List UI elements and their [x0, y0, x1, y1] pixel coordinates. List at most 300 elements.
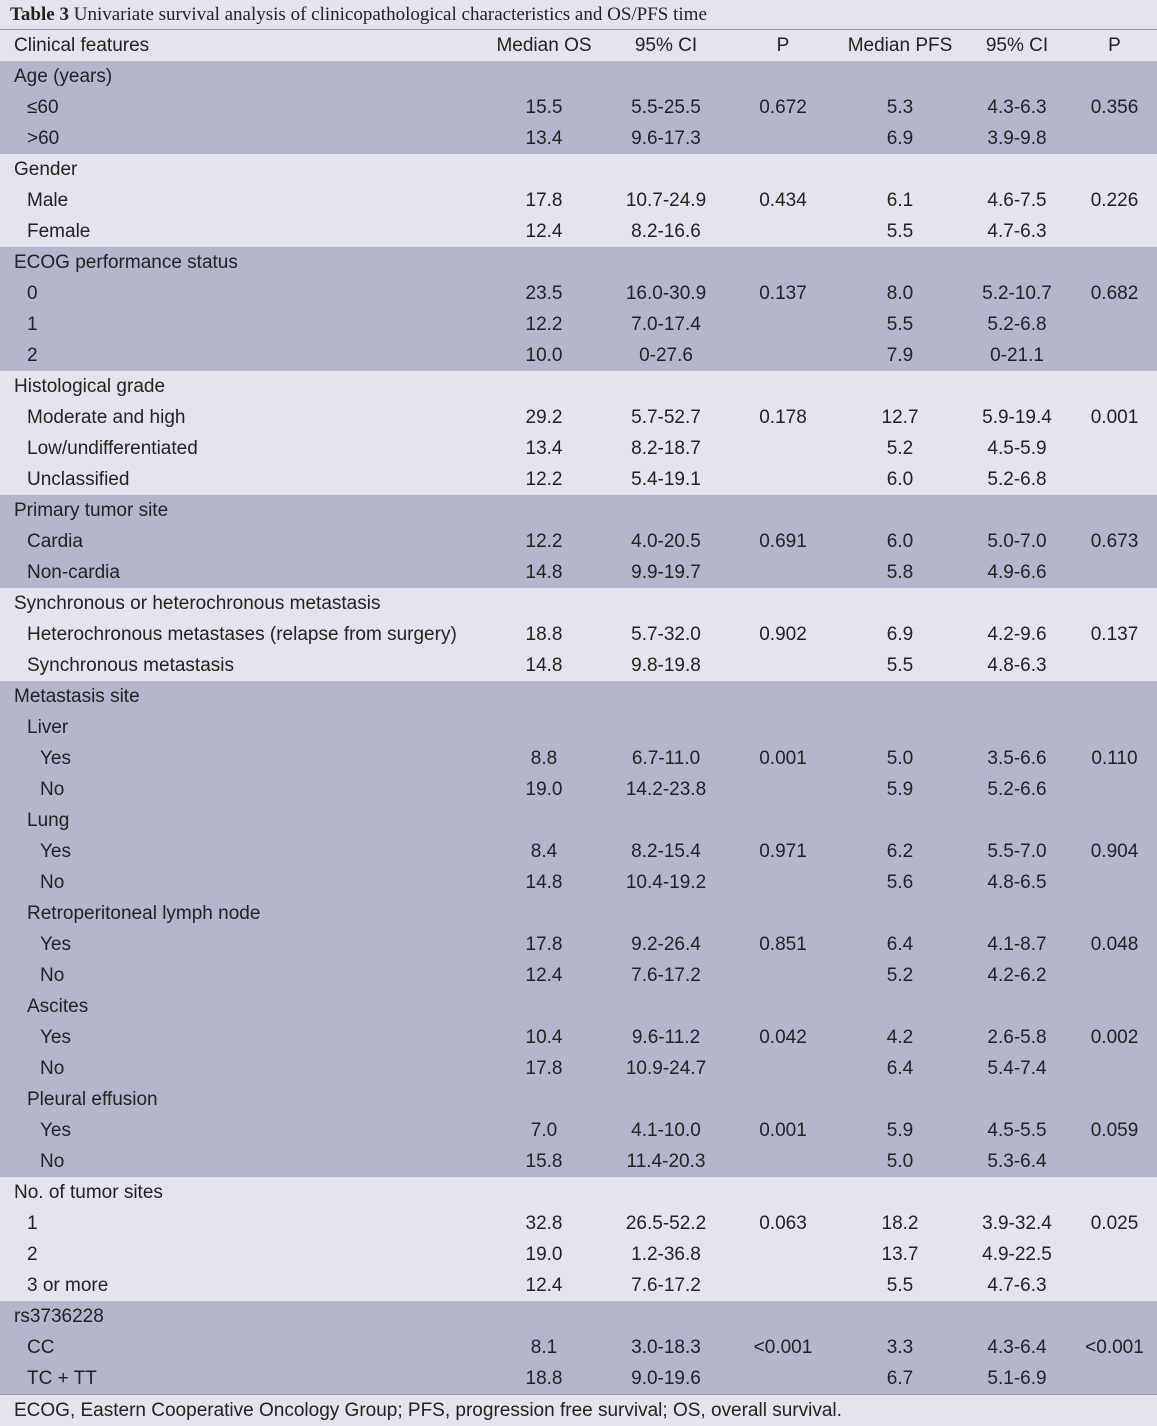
table-row [0, 588, 1157, 619]
feature-cell: rs3736228 [14, 1305, 104, 1327]
os-p-cell: 0.672 [759, 96, 807, 118]
feature-cell: Yes [40, 1119, 71, 1141]
median-os-cell: 12.2 [525, 313, 563, 335]
feature-cell: No [40, 871, 65, 893]
pfs-p-cell: 0.025 [1090, 1212, 1139, 1234]
median-pfs-cell: 12.7 [881, 406, 919, 428]
median-os-cell: 10.0 [525, 344, 563, 366]
median-pfs-cell: 6.7 [886, 1367, 914, 1389]
os-p-cell [728, 1146, 838, 1177]
pfs-ci-cell [962, 371, 1072, 402]
table-row [0, 681, 1157, 712]
os-ci-cell [604, 247, 728, 278]
median-os-cell: 17.8 [525, 1057, 563, 1079]
os-ci-cell: 1.2-36.8 [631, 1243, 701, 1265]
pfs-ci-cell: 4.3-6.3 [987, 96, 1047, 118]
pfs-ci-cell: 5.3-6.4 [987, 1150, 1047, 1172]
table-row [0, 867, 1157, 898]
pfs-ci-cell [962, 61, 1072, 92]
median-os-cell: 15.8 [525, 1150, 563, 1172]
feature-cell: Yes [40, 840, 71, 862]
os-ci-cell: 9.9-19.7 [631, 561, 701, 583]
pfs-ci-cell: 4.7-6.3 [987, 220, 1047, 242]
median-os-cell [484, 371, 604, 402]
pfs-ci-cell: 5.5-7.0 [987, 840, 1047, 862]
median-pfs-cell: 6.9 [886, 623, 914, 645]
table-header-row [0, 30, 1157, 61]
pfs-ci-cell: 3.9-32.4 [982, 1212, 1052, 1234]
os-ci-cell: 9.6-17.3 [631, 127, 701, 149]
header-median-pfs: Median PFS [847, 34, 953, 56]
table-label: Table 3 [10, 4, 69, 25]
os-p-cell: 0.691 [759, 530, 807, 552]
feature-cell: Synchronous metastasis [27, 654, 234, 676]
pfs-p-cell [1072, 1239, 1157, 1270]
os-p-cell: 0.001 [759, 1119, 807, 1141]
median-os-cell: 17.8 [525, 189, 563, 211]
median-os-cell: 8.8 [530, 747, 558, 769]
table-row [0, 1053, 1157, 1084]
header-os-p: P [776, 34, 790, 56]
table-row [0, 1332, 1157, 1363]
pfs-p-cell: 0.226 [1090, 189, 1139, 211]
os-ci-cell: 10.9-24.7 [625, 1057, 707, 1079]
table-row [0, 154, 1157, 185]
feature-cell: No. of tumor sites [14, 1181, 163, 1203]
table-footnote: ECOG, Eastern Cooperative Oncology Group; PFS, progression free survival; OS, overall survival. [0, 1394, 1157, 1426]
os-p-cell [728, 557, 838, 588]
pfs-p-cell: 0.682 [1090, 282, 1139, 304]
os-p-cell [728, 216, 838, 247]
median-os-cell: 23.5 [525, 282, 563, 304]
survival-table [0, 30, 1157, 1394]
pfs-ci-cell: 5.4-7.4 [987, 1057, 1047, 1079]
pfs-ci-cell: 4.6-7.5 [987, 189, 1047, 211]
pfs-p-cell: 0.048 [1090, 933, 1139, 955]
median-os-cell: 13.4 [525, 437, 563, 459]
pfs-ci-cell [962, 495, 1072, 526]
pfs-p-cell: 0.110 [1091, 747, 1138, 769]
os-p-cell [728, 1053, 838, 1084]
os-ci-cell: 5.7-52.7 [631, 406, 701, 428]
os-ci-cell: 5.4-19.1 [631, 468, 701, 490]
header-clinical-features: Clinical features [14, 34, 150, 56]
pfs-p-cell [1072, 681, 1157, 712]
pfs-ci-cell: 4.9-22.5 [982, 1243, 1052, 1265]
os-p-cell: 0.851 [759, 933, 807, 955]
os-ci-cell [604, 1177, 728, 1208]
table-row [0, 1208, 1157, 1239]
os-ci-cell [604, 1301, 728, 1332]
table-row [0, 1239, 1157, 1270]
table-title: Univariate survival analysis of clinicopathological characteristics and OS/PFS time [73, 4, 707, 25]
os-p-cell [728, 991, 838, 1022]
os-p-cell [728, 712, 838, 743]
median-pfs-cell [838, 371, 962, 402]
os-ci-cell [604, 61, 728, 92]
median-pfs-cell [838, 712, 962, 743]
median-pfs-cell: 6.9 [886, 127, 914, 149]
median-os-cell: 32.8 [525, 1212, 563, 1234]
pfs-p-cell: 0.356 [1090, 96, 1139, 118]
table-row [0, 1084, 1157, 1115]
table-row [0, 1177, 1157, 1208]
median-os-cell [484, 712, 604, 743]
os-ci-cell: 5.5-25.5 [631, 96, 701, 118]
pfs-p-cell [1072, 433, 1157, 464]
table-row [0, 898, 1157, 929]
pfs-ci-cell: 5.0-7.0 [987, 530, 1047, 552]
table-row [0, 340, 1157, 371]
pfs-p-cell [1072, 1270, 1157, 1301]
table-row [0, 495, 1157, 526]
feature-cell: Metastasis site [14, 685, 140, 707]
median-pfs-cell [838, 247, 962, 278]
os-ci-cell: 9.0-19.6 [631, 1367, 701, 1389]
pfs-p-cell: 0.137 [1090, 623, 1139, 645]
os-ci-cell [604, 898, 728, 929]
os-p-cell: <0.001 [753, 1336, 813, 1358]
os-p-cell [728, 309, 838, 340]
os-p-cell [728, 1177, 838, 1208]
median-pfs-cell: 5.0 [886, 1150, 914, 1172]
os-p-cell [728, 61, 838, 92]
median-pfs-cell: 6.4 [886, 933, 914, 955]
table-row [0, 774, 1157, 805]
table-row [0, 371, 1157, 402]
os-p-cell: 0.137 [759, 282, 807, 304]
median-os-cell [484, 588, 604, 619]
median-pfs-cell: 5.2 [886, 964, 914, 986]
median-os-cell: 12.4 [525, 964, 563, 986]
table-row [0, 929, 1157, 960]
pfs-p-cell [1072, 867, 1157, 898]
os-p-cell [728, 588, 838, 619]
median-os-cell: 19.0 [525, 1243, 563, 1265]
os-ci-cell: 8.2-18.7 [631, 437, 701, 459]
os-p-cell [728, 805, 838, 836]
pfs-p-cell [1072, 898, 1157, 929]
feature-cell: >60 [27, 127, 60, 149]
median-pfs-cell [838, 805, 962, 836]
os-p-cell: 0.178 [759, 406, 807, 428]
pfs-p-cell [1072, 1146, 1157, 1177]
median-pfs-cell [838, 1301, 962, 1332]
feature-cell: No [40, 1150, 65, 1172]
table-row [0, 402, 1157, 433]
median-pfs-cell: 13.7 [881, 1243, 919, 1265]
os-ci-cell: 0-27.6 [639, 344, 693, 366]
pfs-ci-cell: 4.5-5.9 [987, 437, 1047, 459]
pfs-p-cell [1072, 340, 1157, 371]
os-p-cell [728, 898, 838, 929]
os-p-cell [728, 371, 838, 402]
os-ci-cell: 11.4-20.3 [626, 1150, 706, 1172]
os-p-cell [728, 1363, 838, 1394]
pfs-ci-cell: 3.5-6.6 [987, 747, 1047, 769]
pfs-p-cell: 0.059 [1090, 1119, 1139, 1141]
pfs-ci-cell: 5.2-6.6 [987, 778, 1047, 800]
feature-cell: Heterochronous metastases (relapse from surgery) [27, 623, 457, 645]
feature-cell: Histological grade [14, 375, 166, 397]
os-p-cell [728, 154, 838, 185]
table-row [0, 1301, 1157, 1332]
feature-cell: Low/undifferentiated [27, 437, 198, 459]
table-row [0, 309, 1157, 340]
os-p-cell [728, 960, 838, 991]
pfs-ci-cell [962, 154, 1072, 185]
os-ci-cell: 10.4-19.2 [625, 871, 707, 893]
table-row [0, 185, 1157, 216]
os-ci-cell [604, 154, 728, 185]
pfs-ci-cell: 4.1-8.7 [987, 933, 1047, 955]
median-os-cell [484, 495, 604, 526]
pfs-p-cell [1072, 1363, 1157, 1394]
table-row [0, 960, 1157, 991]
feature-cell: 0 [27, 282, 38, 304]
os-p-cell: 0.434 [759, 189, 807, 211]
pfs-ci-cell [962, 1301, 1072, 1332]
median-os-cell [484, 1301, 604, 1332]
median-os-cell [484, 805, 604, 836]
pfs-p-cell [1072, 1053, 1157, 1084]
os-ci-cell: 26.5-52.2 [625, 1212, 707, 1234]
pfs-p-cell [1072, 991, 1157, 1022]
median-pfs-cell: 6.1 [886, 189, 914, 211]
feature-cell: Yes [40, 1026, 71, 1048]
os-ci-cell [604, 681, 728, 712]
median-os-cell: 13.4 [525, 127, 563, 149]
pfs-ci-cell: 5.9-19.4 [982, 406, 1052, 428]
feature-cell: ECOG performance status [14, 251, 238, 273]
os-p-cell [728, 1084, 838, 1115]
pfs-ci-cell: 5.2-6.8 [987, 468, 1047, 490]
pfs-ci-cell: 0-21.1 [990, 344, 1044, 366]
median-os-cell: 14.8 [525, 561, 563, 583]
median-pfs-cell [838, 588, 962, 619]
os-ci-cell [604, 991, 728, 1022]
pfs-p-cell: <0.001 [1085, 1336, 1144, 1358]
feature-cell: Ascites [27, 995, 89, 1017]
table-row [0, 1022, 1157, 1053]
os-p-cell: 0.902 [759, 623, 807, 645]
median-os-cell [484, 898, 604, 929]
pfs-ci-cell [962, 1177, 1072, 1208]
pfs-ci-cell: 4.2-9.6 [987, 623, 1047, 645]
pfs-p-cell [1072, 309, 1157, 340]
pfs-p-cell [1072, 712, 1157, 743]
pfs-p-cell: 0.673 [1090, 530, 1139, 552]
median-pfs-cell: 5.3 [886, 96, 914, 118]
pfs-ci-cell [962, 681, 1072, 712]
median-pfs-cell: 5.6 [886, 871, 914, 893]
os-ci-cell [604, 805, 728, 836]
median-os-cell: 12.4 [525, 220, 563, 242]
os-ci-cell: 6.7-11.0 [631, 747, 701, 769]
pfs-ci-cell: 2.6-5.8 [987, 1026, 1047, 1048]
pfs-p-cell [1072, 1301, 1157, 1332]
os-ci-cell: 9.6-11.2 [631, 1026, 701, 1048]
feature-cell: TC + TT [27, 1367, 97, 1389]
header-os-ci: 95% CI [634, 34, 698, 56]
os-p-cell [728, 495, 838, 526]
feature-cell: Synchronous or heterochronous metastasis [14, 592, 381, 614]
os-p-cell [728, 247, 838, 278]
pfs-ci-cell [962, 712, 1072, 743]
os-p-cell [728, 774, 838, 805]
feature-cell: Yes [40, 933, 71, 955]
feature-cell: 1 [27, 313, 38, 335]
feature-cell: Yes [40, 747, 71, 769]
pfs-p-cell [1072, 371, 1157, 402]
feature-cell: Retroperitoneal lymph node [27, 902, 261, 924]
pfs-ci-cell: 4.8-6.5 [987, 871, 1047, 893]
os-p-cell [728, 464, 838, 495]
table-row [0, 619, 1157, 650]
median-pfs-cell: 5.5 [886, 654, 914, 676]
median-os-cell: 15.5 [525, 96, 563, 118]
pfs-ci-cell: 3.9-9.8 [987, 127, 1047, 149]
os-p-cell [728, 867, 838, 898]
table-row [0, 1115, 1157, 1146]
os-ci-cell [604, 712, 728, 743]
table-row [0, 1146, 1157, 1177]
os-p-cell [728, 433, 838, 464]
pfs-p-cell [1072, 61, 1157, 92]
feature-cell: ≤60 [27, 96, 59, 118]
pfs-ci-cell: 4.5-5.5 [987, 1119, 1047, 1141]
median-os-cell: 14.8 [525, 871, 563, 893]
median-pfs-cell [838, 1084, 962, 1115]
median-os-cell [484, 681, 604, 712]
table-row [0, 247, 1157, 278]
median-pfs-cell: 5.2 [886, 437, 914, 459]
median-pfs-cell: 5.9 [886, 778, 914, 800]
table-row [0, 991, 1157, 1022]
os-p-cell [728, 1301, 838, 1332]
os-p-cell: 0.001 [759, 747, 807, 769]
pfs-ci-cell: 5.2-10.7 [982, 282, 1052, 304]
median-os-cell [484, 61, 604, 92]
feature-cell: Lung [27, 809, 70, 831]
median-pfs-cell: 4.2 [886, 1026, 914, 1048]
pfs-ci-cell [962, 247, 1072, 278]
os-p-cell [728, 1270, 838, 1301]
median-pfs-cell: 6.4 [886, 1057, 914, 1079]
feature-cell: 2 [27, 1243, 38, 1265]
median-pfs-cell: 6.2 [886, 840, 914, 862]
median-os-cell: 18.8 [525, 623, 563, 645]
feature-cell: Pleural effusion [27, 1088, 158, 1110]
table-row [0, 1363, 1157, 1394]
median-pfs-cell: 8.0 [886, 282, 914, 304]
feature-cell: 2 [27, 344, 38, 366]
feature-cell: CC [27, 1336, 55, 1358]
pfs-ci-cell [962, 991, 1072, 1022]
median-os-cell: 12.4 [525, 1274, 563, 1296]
os-ci-cell [604, 1084, 728, 1115]
median-os-cell [484, 991, 604, 1022]
median-os-cell: 14.8 [525, 654, 563, 676]
pfs-ci-cell: 5.2-6.8 [987, 313, 1047, 335]
pfs-ci-cell: 4.3-6.4 [987, 1336, 1047, 1358]
feature-cell: Cardia [27, 530, 83, 552]
median-os-cell [484, 247, 604, 278]
os-p-cell [728, 340, 838, 371]
median-os-cell [484, 1177, 604, 1208]
median-pfs-cell [838, 495, 962, 526]
feature-cell: Gender [14, 158, 78, 180]
median-os-cell: 10.4 [525, 1026, 563, 1048]
feature-cell: No [40, 778, 65, 800]
median-pfs-cell: 6.0 [886, 468, 914, 490]
median-os-cell: 8.1 [530, 1336, 558, 1358]
pfs-ci-cell: 4.9-6.6 [987, 561, 1047, 583]
table-row [0, 557, 1157, 588]
os-ci-cell: 7.6-17.2 [631, 1274, 701, 1296]
os-p-cell [728, 650, 838, 681]
os-ci-cell [604, 495, 728, 526]
median-pfs-cell: 6.0 [886, 530, 914, 552]
header-pfs-p: P [1108, 34, 1121, 56]
table-row [0, 805, 1157, 836]
median-pfs-cell: 5.8 [886, 561, 914, 583]
median-pfs-cell: 3.3 [886, 1336, 914, 1358]
median-os-cell: 12.2 [525, 530, 563, 552]
table-row [0, 712, 1157, 743]
os-ci-cell: 7.0-17.4 [631, 313, 701, 335]
os-p-cell: 0.042 [759, 1026, 807, 1048]
table-row [0, 650, 1157, 681]
pfs-p-cell [1072, 247, 1157, 278]
pfs-ci-cell: 4.7-6.3 [987, 1274, 1047, 1296]
table-row [0, 836, 1157, 867]
os-p-cell: 0.063 [759, 1212, 807, 1234]
os-ci-cell: 10.7-24.9 [625, 189, 707, 211]
median-pfs-cell: 18.2 [881, 1212, 919, 1234]
median-os-cell [484, 154, 604, 185]
median-os-cell: 17.8 [525, 933, 563, 955]
table-row [0, 278, 1157, 309]
pfs-p-cell [1072, 1177, 1157, 1208]
pfs-p-cell: 0.002 [1090, 1026, 1139, 1048]
pfs-p-cell: 0.904 [1090, 840, 1139, 862]
os-ci-cell: 8.2-16.6 [631, 220, 701, 242]
feature-cell: Female [27, 220, 91, 242]
median-os-cell: 29.2 [525, 406, 563, 428]
os-ci-cell [604, 588, 728, 619]
feature-cell: Non-cardia [27, 561, 120, 583]
feature-cell: Primary tumor site [14, 499, 169, 521]
feature-cell: Moderate and high [27, 406, 186, 428]
os-ci-cell [604, 371, 728, 402]
table-row [0, 61, 1157, 92]
pfs-ci-cell [962, 1084, 1072, 1115]
feature-cell: No [40, 964, 65, 986]
median-pfs-cell: 5.5 [886, 220, 914, 242]
pfs-p-cell [1072, 1084, 1157, 1115]
feature-cell: Age (years) [14, 65, 113, 87]
feature-cell: Unclassified [27, 468, 130, 490]
os-ci-cell: 7.6-17.2 [631, 964, 701, 986]
pfs-p-cell [1072, 805, 1157, 836]
median-pfs-cell: 5.5 [886, 313, 914, 335]
pfs-p-cell [1072, 216, 1157, 247]
pfs-ci-cell: 4.8-6.3 [987, 654, 1047, 676]
os-p-cell: 0.971 [759, 840, 807, 862]
median-pfs-cell [838, 1177, 962, 1208]
median-pfs-cell [838, 898, 962, 929]
